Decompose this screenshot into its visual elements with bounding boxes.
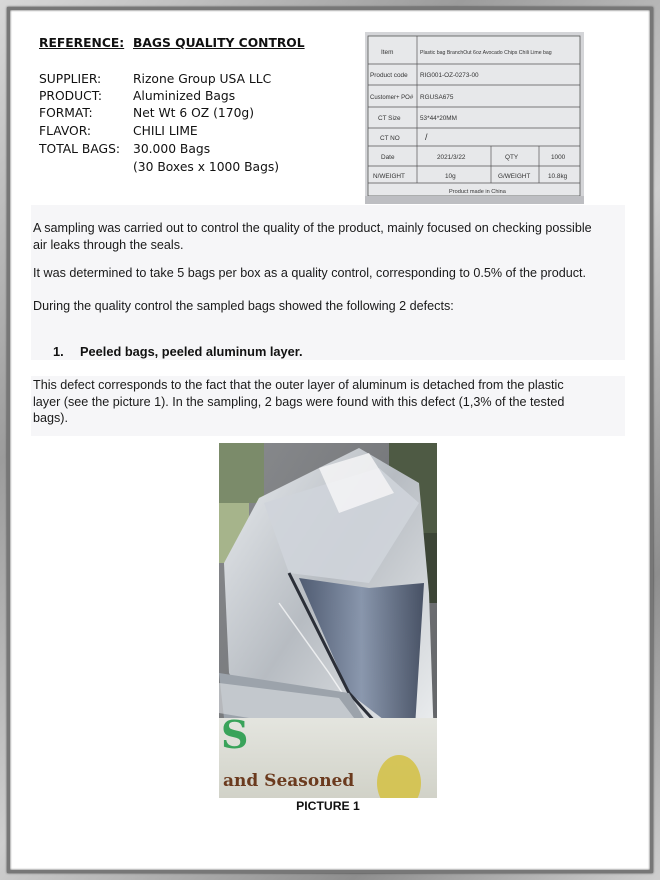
paragraph-defect-1-line-1: This defect corresponds to the fact that the outer layer of aluminum is detached from the plastic bbox=[33, 378, 564, 392]
paragraph-sampling-line-2: air leaks through the seals. bbox=[33, 237, 184, 252]
bag-print-text: and Seasoned bbox=[223, 771, 355, 791]
label-customer-po-key: Customer+ PO# bbox=[370, 95, 414, 101]
paragraph-defect-1-line-3: bags). bbox=[33, 411, 69, 425]
label-ct-no-value: / bbox=[425, 132, 428, 142]
label-date-key: Date bbox=[381, 154, 395, 161]
format-label: FORMAT: bbox=[39, 106, 93, 120]
supplier-label: SUPPLIER: bbox=[39, 72, 102, 86]
label-nweight-key: N/WEIGHT bbox=[373, 173, 405, 180]
paragraph-method: It was determined to take 5 bags per box as a quality control, corresponding to 0.5% of the product. bbox=[33, 266, 587, 280]
flavor-label: FLAVOR: bbox=[39, 124, 92, 138]
label-nweight-value: 10g bbox=[445, 173, 456, 180]
label-qty-key: QTY bbox=[505, 154, 519, 161]
reference-line bbox=[39, 35, 305, 53]
total-bags-value: 30.000 Bags bbox=[133, 142, 211, 156]
label-gweight-key: G/WEIGHT bbox=[498, 173, 531, 180]
label-date-value: 2021/3/22 bbox=[437, 154, 466, 161]
label-product-code-value: RIG001-OZ-0273-00 bbox=[420, 72, 479, 79]
paragraph-defect-1-line-2: layer (see the picture 1). In the sampling, 2 bags were found with this defect (1,3% of the tested bbox=[33, 394, 565, 409]
label-customer-po-value: RGUSA675 bbox=[420, 94, 454, 101]
label-origin: Product made in China bbox=[449, 189, 506, 195]
product-label: PRODUCT: bbox=[39, 89, 102, 103]
defect-1-title: Peeled bags, peeled aluminum layer. bbox=[80, 344, 303, 359]
label-item-key: Item bbox=[381, 49, 394, 56]
document-page bbox=[14, 14, 646, 866]
peeled-bag-photo bbox=[219, 443, 437, 798]
picture-1-caption: PICTURE 1 bbox=[296, 799, 360, 813]
format-value: Net Wt 6 OZ (170g) bbox=[133, 106, 254, 120]
reference-label: REFERENCE: bbox=[39, 36, 125, 50]
product-value: Aluminized Bags bbox=[133, 89, 236, 103]
label-ct-size-value: 53*44*20MM bbox=[420, 115, 457, 122]
defect-1-heading bbox=[53, 344, 303, 359]
report-header bbox=[14, 14, 364, 204]
paragraph-defect-1 bbox=[33, 377, 623, 427]
label-ct-size-key: CT Size bbox=[378, 115, 401, 122]
reference-title: BAGS QUALITY CONTROL bbox=[133, 36, 305, 50]
defect-1-number: 1. bbox=[53, 344, 64, 359]
label-qty-value: 1000 bbox=[551, 154, 566, 161]
paragraph-sampling bbox=[33, 220, 623, 253]
total-bags-note: (30 Boxes x 1000 Bags) bbox=[133, 160, 280, 174]
total-bags-label: TOTAL BAGS: bbox=[39, 142, 121, 156]
label-ct-no-key: CT NO bbox=[380, 135, 400, 142]
supplier-value: Rizone Group USA LLC bbox=[133, 72, 272, 86]
shipping-label-photo bbox=[365, 32, 584, 204]
flavor-value: CHILI LIME bbox=[133, 124, 198, 138]
bag-print-letter: S bbox=[221, 712, 249, 757]
label-gweight-value: 10.8kg bbox=[548, 173, 568, 180]
paragraph-defects-intro: During the quality control the sampled bags showed the following 2 defects: bbox=[33, 299, 454, 313]
paragraph-sampling-line-1: A sampling was carried out to control the quality of the product, mainly focused on checking possible bbox=[33, 221, 592, 235]
label-item-value: Plastic bag BranchOut 6oz Avocado Chips Chili Lime bag bbox=[420, 50, 552, 56]
label-product-code-key: Product code bbox=[370, 72, 408, 79]
